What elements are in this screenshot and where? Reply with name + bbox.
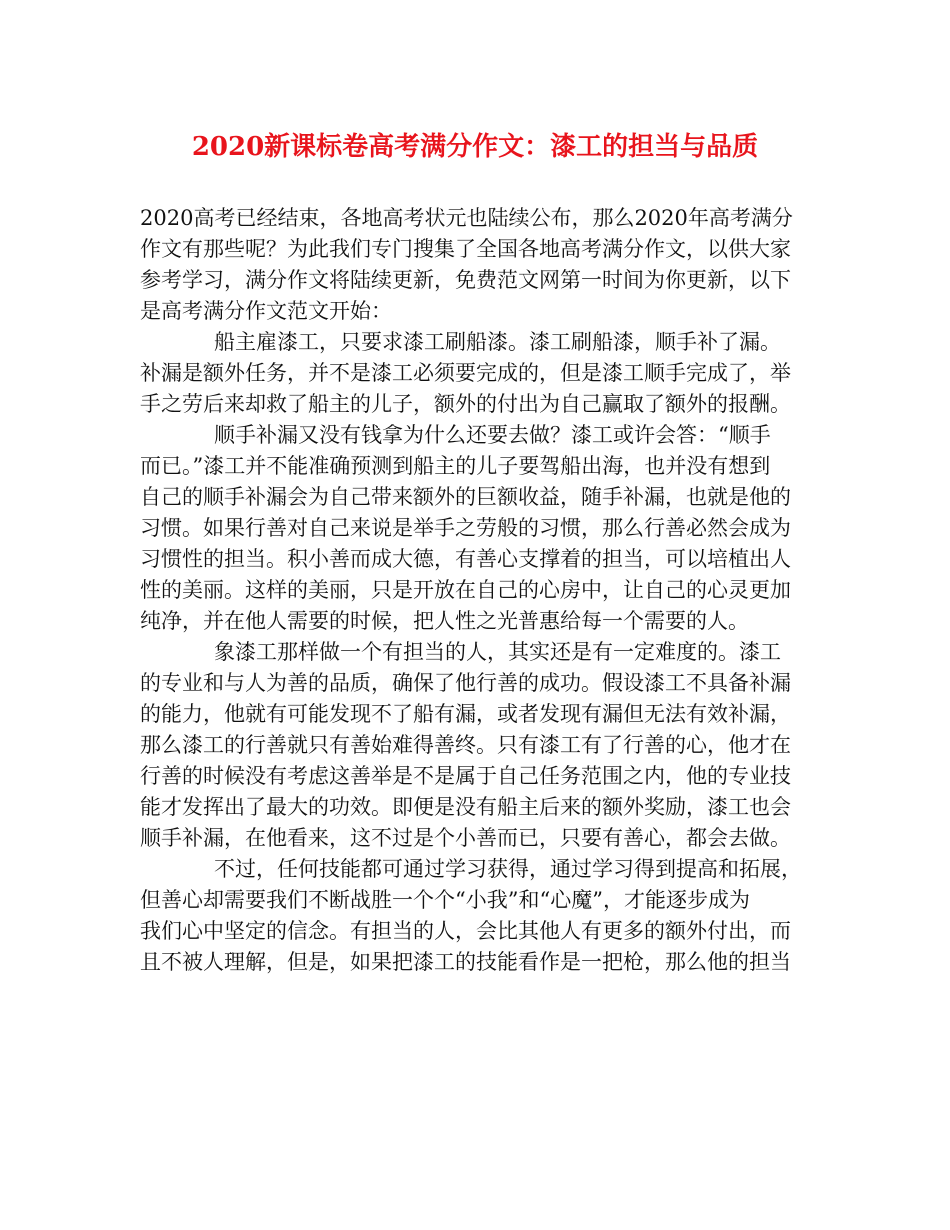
- text-line: 的专业和与人为善的品质，确保了他行善的成功。假设漆工不具备补漏: [140, 671, 791, 695]
- text-line: 手之劳后来却救了船主的儿子，额外的付出为自己赢取了额外的报酬。: [140, 392, 791, 416]
- text-line: 且不被人理解，但是，如果把漆工的技能看作是一把枪，那么他的担当: [140, 950, 791, 974]
- text-line: 的能力，他就有可能发现不了船有漏，或者发现有漏但无法有效补漏，: [140, 702, 791, 726]
- text-line: 参考学习，满分作文将陆续更新，免费范文网第一时间为你更新，以下: [140, 268, 791, 292]
- text-line: 2020高考已经结束，各地高考状元也陆续公布，那么2020年高考满分: [140, 206, 793, 230]
- text-line: 行善的时候没有考虑这善举是不是属于自己任务范围之内，他的专业技: [140, 764, 791, 788]
- text-line: 但善心却需要我们不断战胜一个个“小我”和“心魔”，才能逐步成为: [140, 888, 750, 912]
- text-line: 自己的顺手补漏会为自己带来额外的巨额收益，随手补漏，也就是他的: [140, 485, 791, 509]
- text-line: 纯净，并在他人需要的时候，把人性之光普惠给每一个需要的人。: [140, 609, 749, 633]
- paragraph-first-line: 船主雇漆工，只要求漆工刷船漆。漆工刷船漆，顺手补了漏。: [214, 330, 781, 354]
- text-line: 顺手补漏，在他看来，这不过是个小善而已，只要有善心，都会去做。: [140, 826, 791, 850]
- document-body: [140, 203, 830, 978]
- text-line: 是高考满分作文范文开始：: [140, 299, 392, 323]
- text-line: 而已。”漆工并不能准确预测到船主的儿子要驾船出海，也并没有想到: [140, 454, 771, 478]
- text-line: 我们心中坚定的信念。有担当的人，会比其他人有更多的额外付出，而: [140, 919, 791, 943]
- text-line: 作文有那些呢？为此我们专门搜集了全国各地高考满分作文，以供大家: [140, 237, 791, 261]
- text-line: 补漏是额外任务，并不是漆工必须要完成的，但是漆工顺手完成了，举: [140, 361, 791, 385]
- document-title: 2020新课标卷高考满分作文：漆工的担当与品质: [191, 132, 759, 162]
- text-line: 那么漆工的行善就只有善始难得善终。只有漆工有了行善的心，他才在: [140, 733, 791, 757]
- paragraph-first-line: 不过，任何技能都可通过学习获得，通过学习得到提高和拓展，: [214, 857, 802, 881]
- text-line: 性的美丽。这样的美丽，只是开放在自己的心房中，让自己的心灵更加: [140, 578, 791, 602]
- paragraph-first-line: 顺手补漏又没有钱拿为什么还要去做？漆工或许会答：“顺手: [214, 423, 771, 447]
- text-line: 能才发挥出了最大的功效。即便是没有船主后来的额外奖励，漆工也会: [140, 795, 791, 819]
- paragraph-first-line: 象漆工那样做一个有担当的人，其实还是有一定难度的。漆工: [214, 640, 781, 664]
- text-line: 习惯。如果行善对自己来说是举手之劳般的习惯，那么行善必然会成为: [140, 516, 791, 540]
- text-line: 习惯性的担当。积小善而成大德，有善心支撑着的担当，可以培植出人: [140, 547, 791, 571]
